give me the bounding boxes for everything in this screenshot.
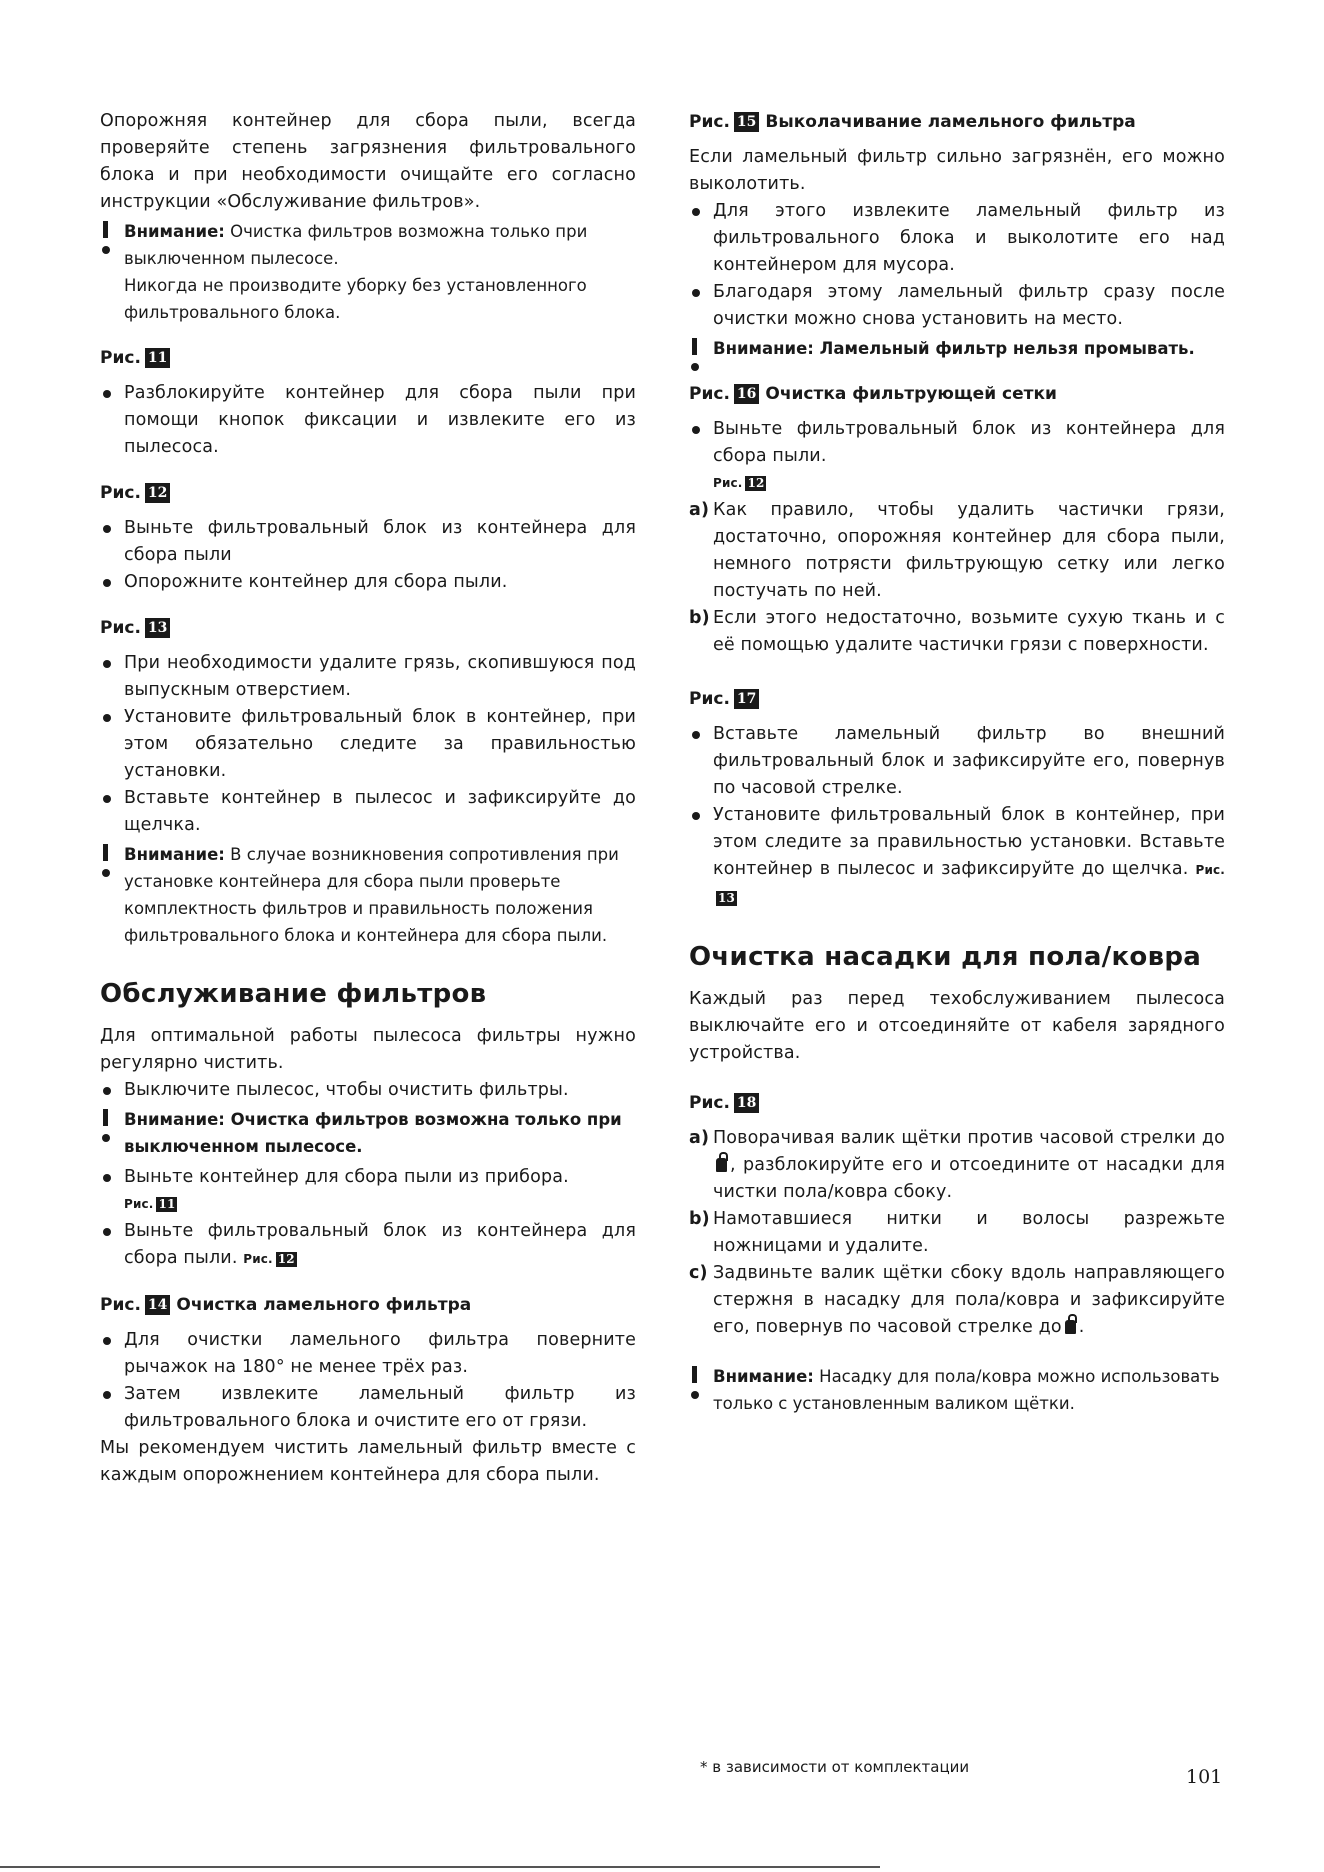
section-paragraph: Для оптимальной работы пылесоса фильтры нужно регулярно чистить. xyxy=(100,1026,636,1073)
exclamation-icon xyxy=(692,338,697,355)
list-item xyxy=(100,1327,636,1381)
list-item xyxy=(100,1164,636,1218)
figure-label-16 xyxy=(689,384,1225,404)
fig-word: Рис. xyxy=(689,112,730,132)
warning-note xyxy=(689,335,1225,362)
fig-number: 11 xyxy=(145,348,170,368)
bullet-icon xyxy=(103,579,111,587)
list-item xyxy=(100,650,636,704)
fig-number: 17 xyxy=(734,689,759,709)
warning-note xyxy=(100,841,636,949)
item-text: Поворачивая валик щётки против часовой стрелки до xyxy=(713,1128,1225,1148)
intro-paragraph: Опорожняя контейнер для сбора пыли, всегда проверяйте степень загрязнения фильтровального блока и при необходимости очищайте его согласно инструкции «Обслуживание фильтров». xyxy=(100,111,636,212)
list-item-text: Благодаря этому ламельный фильтр сразу после очистки можно снова установить на место. xyxy=(713,282,1225,329)
list-item-text: Установите фильтровальный блок в контейнер, при этом обязательно следите за правильностью установки. xyxy=(124,707,636,781)
fig-number: 12 xyxy=(747,476,765,490)
bullet-icon xyxy=(103,795,111,803)
lettered-item xyxy=(689,1125,1225,1206)
list-item-text: Опорожните контейнер для сбора пыли. xyxy=(124,572,508,592)
figure-title: Очистка фильтрующей сетки xyxy=(765,384,1057,404)
bullet-icon xyxy=(692,289,700,297)
warning-text-2: Никогда не производите уборку без установленного фильтровального блока. xyxy=(124,276,587,322)
bullet-icon xyxy=(692,731,700,739)
exclamation-icon xyxy=(103,844,108,861)
fig-word: Рис. xyxy=(243,1252,273,1266)
list-item-text: Выньте контейнер для сбора пыли из прибора. xyxy=(124,1167,569,1187)
section-heading: Очистка насадки для пола/ковра xyxy=(689,942,1202,972)
warning-label: Внимание: xyxy=(124,845,225,864)
fig-word: Рис. xyxy=(100,618,141,638)
exclamation-icon xyxy=(103,1109,108,1126)
exclamation-dot xyxy=(691,363,699,371)
list-item-text: Установите фильтровальный блок в контейнер, при этом следите за правильностью установки. Вставьте контейнер в пылесос и зафиксируйте до щелчка. xyxy=(713,805,1225,879)
bullet-icon xyxy=(103,660,111,668)
inline-figure-ref xyxy=(713,470,1225,497)
item-letter: b) xyxy=(689,608,710,628)
list-item xyxy=(100,1381,636,1435)
warning-note xyxy=(100,1106,636,1160)
fig-word: Рис. xyxy=(1195,863,1225,877)
section-paragraph: Мы рекомендуем чистить ламельный фильтр вместе с каждым опорожнением контейнера для сбора пыли. xyxy=(100,1438,636,1485)
page-number: 101 xyxy=(1186,1766,1223,1788)
lock-open-icon xyxy=(716,1158,727,1172)
warning-text: Насадку для пола/ковра можно использовать только с установленным валиком щётки. xyxy=(713,1367,1220,1413)
warning-note xyxy=(689,1363,1225,1417)
warning-text: Очистка фильтров возможна только при выключенном пылесосе. xyxy=(124,222,588,268)
warning-text: Внимание: Очистка фильтров возможна только при выключенном пылесосе. xyxy=(124,1110,622,1156)
fig-number: 12 xyxy=(277,1252,295,1266)
warning-label: Внимание: xyxy=(124,222,225,241)
list-item-text: Для очистки ламельного фильтра поверните рычажок на 180° не менее трёх раз. xyxy=(124,1330,636,1377)
list-item xyxy=(689,802,1225,912)
right-column xyxy=(689,108,1225,1421)
list-item-text: Выньте фильтровальный блок из контейнера для сбора пыли xyxy=(124,518,636,565)
exclamation-dot xyxy=(102,246,110,254)
bullet-icon xyxy=(692,208,700,216)
exclamation-dot xyxy=(102,1134,110,1142)
figure-title: Очистка ламельного фильтра xyxy=(176,1295,472,1315)
fig-word: Рис. xyxy=(100,483,141,503)
list-item xyxy=(100,1218,636,1273)
item-text-2: . xyxy=(1078,1317,1085,1337)
list-item-text: Затем извлеките ламельный фильтр из фильтровального блока и очистите его от грязи. xyxy=(124,1384,636,1431)
footnote: * в зависимости от комплектации xyxy=(700,1758,970,1776)
list-item xyxy=(100,515,636,569)
bullet-icon xyxy=(103,390,111,398)
fig-number: 13 xyxy=(145,618,170,638)
warning-text: Внимание: Ламельный фильтр нельзя промывать. xyxy=(713,339,1195,358)
list-item-text: Разблокируйте контейнер для сбора пыли при помощи кнопок фиксации и извлеките его из пылесоса. xyxy=(124,383,636,457)
item-letter: c) xyxy=(689,1263,708,1283)
section-heading: Обслуживание фильтров xyxy=(100,979,487,1009)
figure-label-17 xyxy=(689,689,1225,709)
item-text: Как правило, чтобы удалить частички грязи, достаточно, опорожняя контейнер для сбора пыли, немного потрясти фильтрующую сетку или легко постучать по ней. xyxy=(713,500,1225,601)
bullet-icon xyxy=(103,1228,111,1236)
fig-number: 12 xyxy=(145,483,170,503)
fig-word: Рис. xyxy=(100,348,141,368)
list-item-text: Для этого извлеките ламельный фильтр из фильтровального блока и выколотите его над контейнером для мусора. xyxy=(713,201,1225,275)
fig-word: Рис. xyxy=(689,689,730,709)
lettered-item xyxy=(689,1260,1225,1341)
list-item-text: Выньте фильтровальный блок из контейнера для сбора пыли. xyxy=(124,1221,636,1268)
fig-number: 13 xyxy=(718,891,735,905)
figure-label-18 xyxy=(689,1093,1225,1113)
bullet-icon xyxy=(103,714,111,722)
item-text: Намотавшиеся нитки и волосы разрежьте ножницами и удалите. xyxy=(713,1209,1225,1256)
exclamation-icon xyxy=(692,1366,697,1383)
exclamation-dot xyxy=(691,1391,699,1399)
item-letter: b) xyxy=(689,1209,710,1229)
list-item xyxy=(100,704,636,785)
section-paragraph: Каждый раз перед техобслуживанием пылесоса выключайте его и отсоединяйте от кабеля зарядного устройства. xyxy=(689,989,1225,1063)
list-item xyxy=(689,721,1225,802)
inline-figure-ref xyxy=(243,1252,296,1266)
bottom-rule xyxy=(0,1866,880,1868)
list-item-text: Выключите пылесос, чтобы очистить фильтры. xyxy=(124,1080,569,1100)
list-item xyxy=(100,785,636,839)
list-item xyxy=(100,569,636,596)
fig-number: 15 xyxy=(734,112,759,132)
left-column xyxy=(100,108,636,1489)
item-letter: a) xyxy=(689,500,710,520)
bullet-icon xyxy=(692,426,700,434)
fig-word: Рис. xyxy=(689,1093,730,1113)
bullet-icon xyxy=(103,1337,111,1345)
warning-label: Внимание: xyxy=(713,1367,814,1386)
lettered-item xyxy=(689,1206,1225,1260)
list-item xyxy=(100,380,636,461)
item-text: Если этого недостаточно, возьмите сухую ткань и с её помощью удалите частички грязи с поверхности. xyxy=(713,608,1225,655)
fig-word: Рис. xyxy=(124,1197,154,1211)
lettered-item xyxy=(689,605,1225,659)
inline-figure-ref xyxy=(124,1191,636,1218)
warning-note xyxy=(100,218,636,326)
item-text-2: , разблокируйте его и отсоедините от насадки для чистки пола/ковра сбоку. xyxy=(713,1155,1225,1202)
list-item-text: Вставьте контейнер в пылесос и зафиксируйте до щелчка. xyxy=(124,788,636,835)
warning-text: В случае возникновения сопротивления при установке контейнера для сбора пыли проверьте комплектность фильтров и правильность положения фильтровального блока и контейнера для сбора пыли. xyxy=(124,845,619,945)
figure-label-15 xyxy=(689,112,1225,132)
lock-closed-icon xyxy=(1065,1320,1076,1334)
figure-title: Выколачивание ламельного фильтра xyxy=(765,112,1136,132)
figure-label-13 xyxy=(100,618,636,638)
fig-word: Рис. xyxy=(689,384,730,404)
lettered-item xyxy=(689,497,1225,605)
list-item xyxy=(100,1077,636,1104)
list-item-text: При необходимости удалите грязь, скопившуюся под выпускным отверстием. xyxy=(124,653,636,700)
list-item xyxy=(689,198,1225,279)
figure-label-12 xyxy=(100,483,636,503)
fig-number: 14 xyxy=(145,1295,170,1315)
list-item xyxy=(689,416,1225,497)
bullet-icon xyxy=(103,1391,111,1399)
fig-word: Рис. xyxy=(100,1295,141,1315)
list-item-text: Вставьте ламельный фильтр во внешний фильтровальный блок и зафиксируйте его, повернув по часовой стрелке. xyxy=(713,724,1225,798)
bullet-icon xyxy=(103,1087,111,1095)
bullet-icon xyxy=(103,525,111,533)
exclamation-icon xyxy=(103,221,108,238)
fig-number: 11 xyxy=(158,1197,176,1211)
fig-word: Рис. xyxy=(713,476,743,490)
list-item-text: Выньте фильтровальный блок из контейнера для сбора пыли. xyxy=(713,419,1225,466)
exclamation-dot xyxy=(102,869,110,877)
figure-label-14 xyxy=(100,1295,636,1315)
figure-label-11 xyxy=(100,348,636,368)
list-item xyxy=(689,279,1225,333)
bullet-icon xyxy=(103,1174,111,1182)
bullet-icon xyxy=(692,812,700,820)
item-text: Задвиньте валик щётки сбоку вдоль направляющего стержня в насадку для пола/ковра и зафиксируйте его, повернув по часовой стрелке до xyxy=(713,1263,1225,1337)
item-letter: a) xyxy=(689,1128,710,1148)
section-paragraph: Если ламельный фильтр сильно загрязнён, его можно выколотить. xyxy=(689,147,1225,194)
fig-number: 16 xyxy=(734,384,759,404)
fig-number: 18 xyxy=(734,1093,759,1113)
